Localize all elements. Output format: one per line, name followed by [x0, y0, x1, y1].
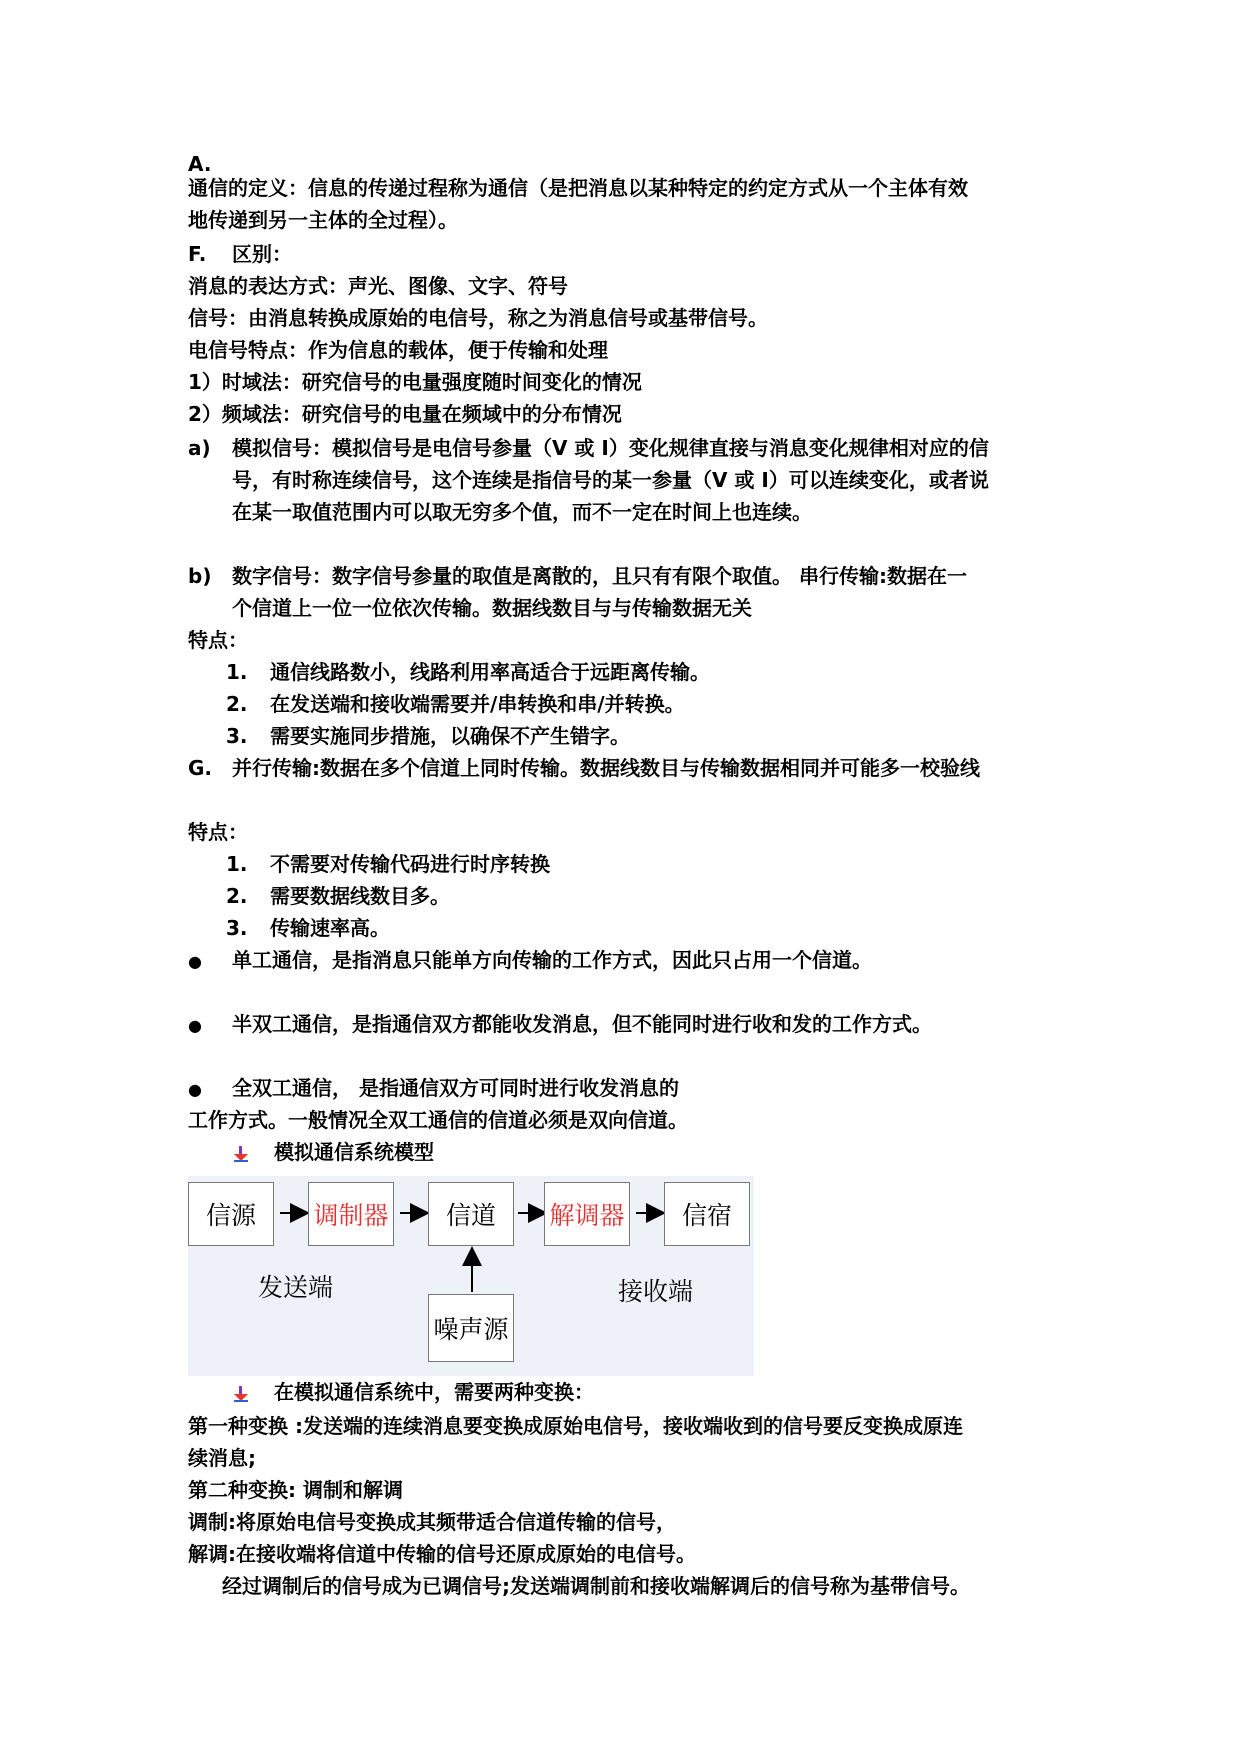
sink-box: 信宿: [664, 1182, 750, 1246]
transform-title-line: [232, 1376, 594, 1408]
definition-line-1: 通信的定义：信息的传递过程称为通信（是把消息以某种特定的约定方式从一个主体有效: [188, 176, 968, 200]
bullet-simplex: [188, 944, 872, 978]
bullet-text: 单工通信，是指消息只能单方向传输的工作方式，因此只占用一个信道。: [232, 948, 872, 972]
bullet-text: 全双工通信， 是指通信双方可同时进行收发消息的: [232, 1076, 679, 1100]
list-number: 2.: [226, 692, 248, 716]
serial-feature-1: [226, 656, 710, 688]
modulation-definition: 调制:将原始电信号变换成其频带适合信道传输的信号，: [188, 1510, 676, 1534]
analog-line-3: 在某一取值范围内可以取无穷多个值，而不一定在时间上也连续。: [232, 500, 812, 524]
analog-text-1: 模拟信号：模拟信号是电信号参量（V 或 I）变化规律直接与消息变化规律相对应的信: [232, 436, 989, 460]
second-transform: 第二种变换: 调制和解调: [188, 1478, 403, 1502]
parallel-text: 并行传输:数据在多个信道上同时传输。数据线数目与传输数据相同并可能多一校验线: [232, 756, 980, 780]
list-number: 2.: [226, 884, 248, 908]
features-heading-parallel: 特点：: [188, 820, 248, 844]
signal-definition: 信号：由消息转换成原始的电信号，称之为消息信号或基带信号。: [188, 306, 768, 330]
bullet-half-duplex: [188, 1008, 932, 1042]
channel-box: 信道: [428, 1182, 514, 1246]
time-domain: 1）时域法：研究信号的电量强度随时间变化的情况: [188, 370, 642, 394]
parallel-feature-1: [226, 848, 550, 880]
modulator-box: 调制器: [308, 1182, 394, 1246]
definition-line-2: 地传递到另一主体的全过程）。: [188, 208, 458, 232]
digital-text-1: 数字信号：数字信号参量的取值是离散的，且只有有限个取值。 串行传输:数据在一: [232, 564, 967, 588]
first-transform-line-2: 续消息;: [188, 1446, 256, 1470]
receiver-label: 接收端: [618, 1277, 694, 1306]
demodulation-definition: 解调:在接收端将信道中传输的信号还原成原始的电信号。: [188, 1542, 696, 1566]
list-text: 需要实施同步措施，以确保不产生错字。: [270, 724, 630, 748]
colored-down-arrow-icon: [232, 1136, 274, 1168]
model-title: 模拟通信系统模型: [274, 1140, 434, 1164]
list-number: 3.: [226, 916, 248, 940]
digital-line-1: [188, 560, 967, 592]
analog-line-2: 号，有时称连续信号，这个连续是指信号的某一参量（V 或 I）可以连续变化，或者说: [232, 468, 989, 492]
label-g: G.: [188, 756, 213, 780]
parallel-feature-2: [226, 880, 450, 912]
analog-system-diagram: [188, 1176, 754, 1376]
bullet-icon: ●: [188, 1016, 202, 1035]
demodulator-box: 解调器: [544, 1182, 630, 1246]
transform-title: 在模拟通信系统中，需要两种变换：: [274, 1380, 594, 1404]
label-a: A.: [188, 152, 212, 176]
signal-feature: 电信号特点：作为信息的载体，便于传输和处理: [188, 338, 608, 362]
label-f: F.: [188, 242, 207, 266]
parallel-line: [188, 752, 980, 784]
serial-feature-2: [226, 688, 685, 720]
features-heading-serial: 特点：: [188, 628, 248, 652]
parallel-feature-3: [226, 912, 390, 944]
baseband-note: 经过调制后的信号成为已调信号;发送端调制前和接收端解调后的信号称为基带信号。: [222, 1574, 970, 1598]
full-duplex-continued: 工作方式。一般情况全双工通信的信道必须是双向信道。: [188, 1108, 688, 1132]
list-text: 通信线路数小，线路利用率高适合于远距离传输。: [270, 660, 710, 684]
list-number: 1.: [226, 852, 248, 876]
bullet-icon: ●: [188, 952, 202, 971]
noise-source-box: 噪声源: [428, 1294, 514, 1362]
list-text: 不需要对传输代码进行时序转换: [270, 852, 550, 876]
digital-line-2: 个信道上一位一位依次传输。数据线数目与与传输数据无关: [232, 596, 752, 620]
model-title-line: [232, 1136, 434, 1168]
list-text: 传输速率高。: [270, 916, 390, 940]
marker-a: a): [188, 436, 211, 460]
first-transform-line-1: 第一种变换 :发送端的连续消息要变换成原始电信号，接收端收到的信号要反变换成原连: [188, 1414, 963, 1438]
serial-feature-3: [226, 720, 630, 752]
section-f: [188, 238, 292, 270]
marker-b: b): [188, 564, 212, 588]
list-number: 1.: [226, 660, 248, 684]
analog-line-1: [188, 432, 989, 464]
bullet-text: 半双工通信，是指通信双方都能收发消息，但不能同时进行收和发的工作方式。: [232, 1012, 932, 1036]
bullet-full-duplex: [188, 1072, 679, 1106]
list-text: 在发送端和接收端需要并/串转换和串/并转换。: [270, 692, 685, 716]
frequency-domain: 2）频域法：研究信号的电量在频域中的分布情况: [188, 402, 622, 426]
colored-down-arrow-icon: [232, 1376, 274, 1408]
bullet-icon: ●: [188, 1080, 202, 1099]
sender-label: 发送端: [258, 1273, 334, 1302]
list-number: 3.: [226, 724, 248, 748]
source-box: 信源: [188, 1182, 274, 1246]
list-text: 需要数据线数目多。: [270, 884, 450, 908]
difference-heading: 区别：: [232, 242, 292, 266]
message-expression: 消息的表达方式：声光、图像、文字、符号: [188, 274, 568, 298]
